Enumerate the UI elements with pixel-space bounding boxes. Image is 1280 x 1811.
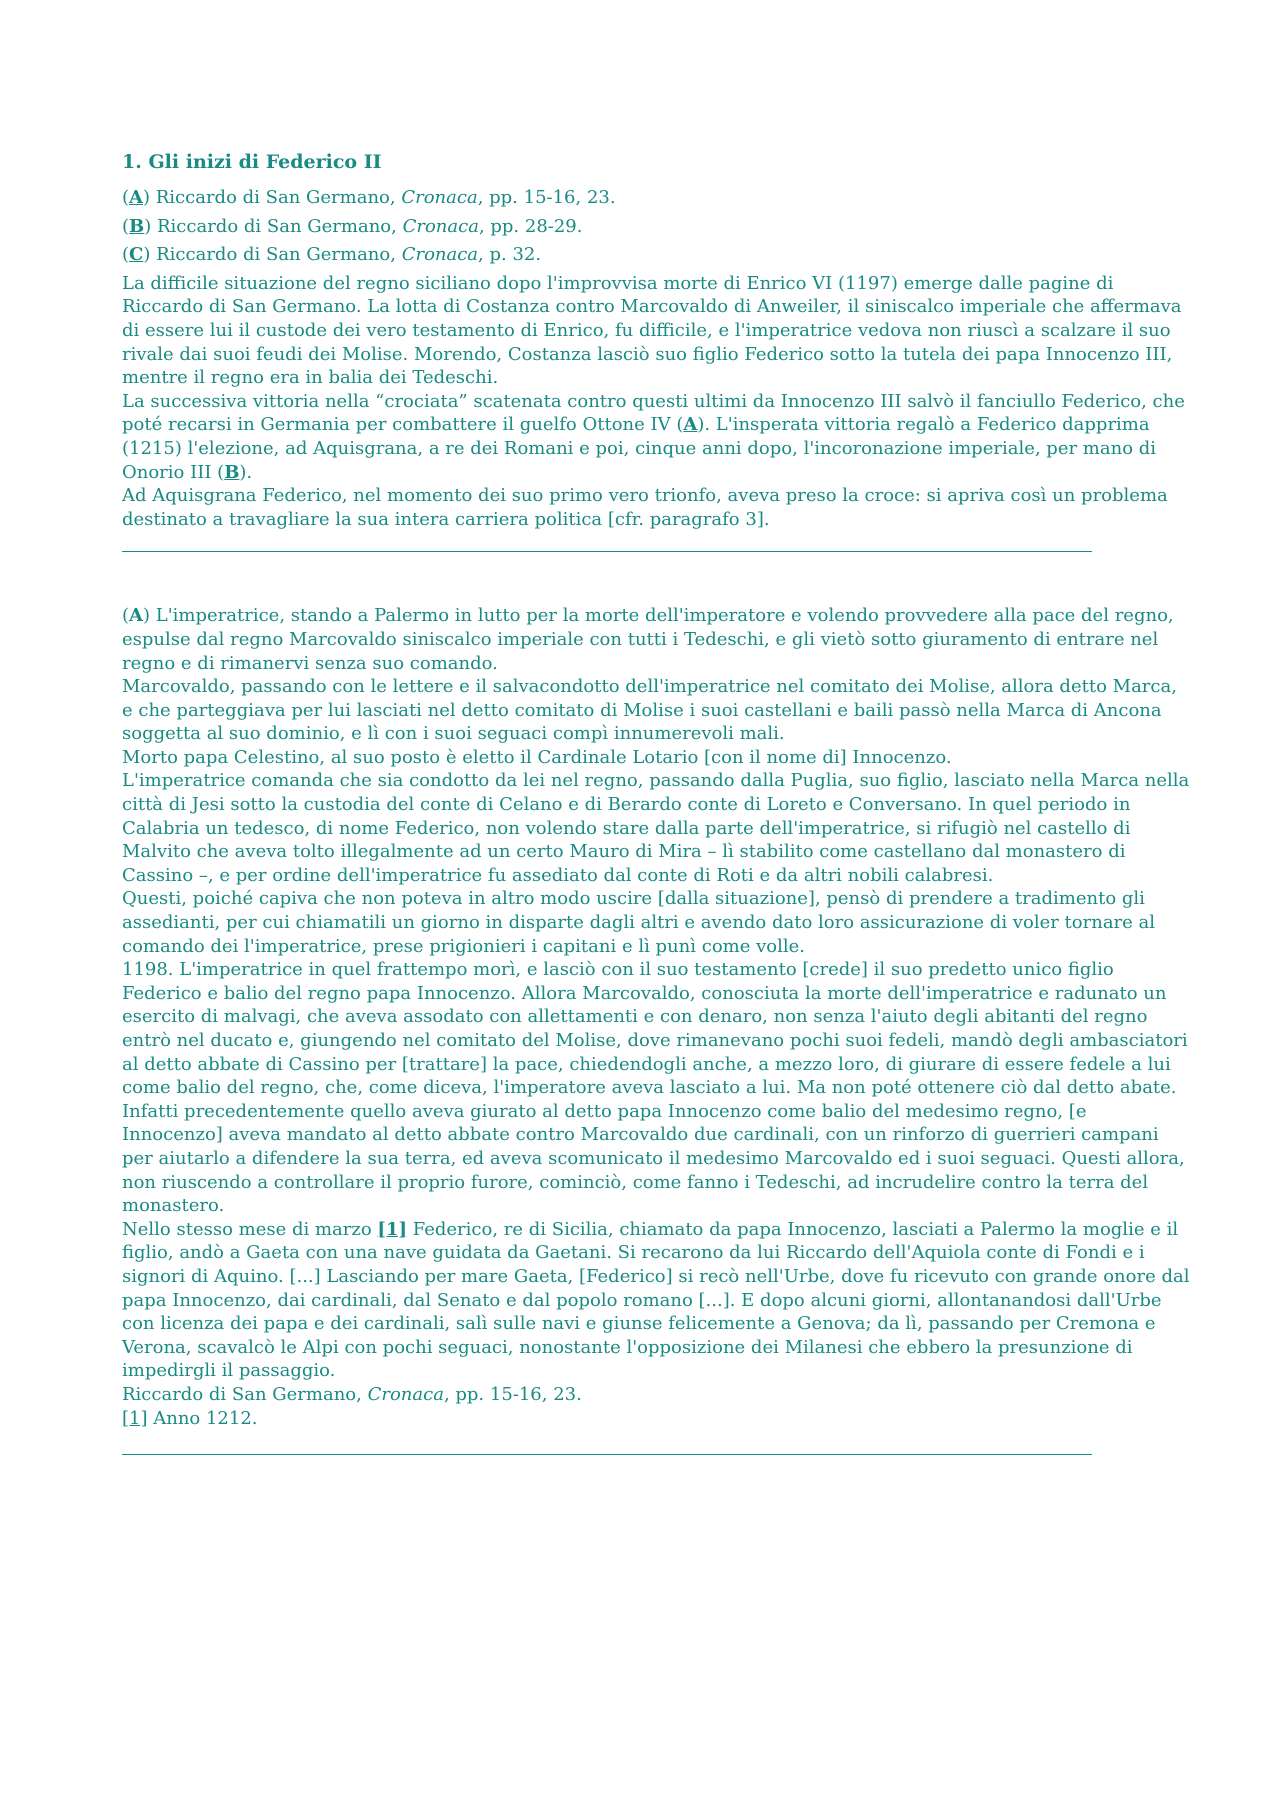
excerpt-paragraph-7: Nello stesso mese di marzo [1] Federico, re di Sicilia, chiamato da papa Innocenzo, lasciati a Palermo la moglie e il figlio, andò a Gaeta con una nave guidata da Gaetani. Si recarono da lui Riccardo dell'Aquiola conte di Fondi e i signori di Aquino. [...] Lasciando per mare Gaeta, [Federico] si recò nell'Urbe, dove fu ricevuto con grande onore dal papa Innocenzo, dai cardinali, dal Senato e dal popolo romano [...]. E dopo alcuni giorni, allontanandosi dall'Urbe con licenza dei papa e dei cardinali, salì sulle navi e giunse felicemente a Genova; da lì, passando per Cremona e Verona, scavalcò le Alpi con pochi seguaci, nonostante l'opposizione dei Milanesi che ebbero la presunzione di impedirgli il passaggio. — [122, 1218, 1190, 1382]
intro-paragraph-2: La successiva vittoria nella “crociata” scatenata contro questi ultimi da Innocenzo III salvò il fanciullo Federico, che poté recarsi in Germania per combattere il guelfo Ottone IV (A). L'insperata vittoria regalò a Federico dapprima (1215) l'elezione, ad Aquisgrana, a re dei Romani e poi, cinque anni dopo, l'incoronazione imperiale, per mano di Onorio III (B). — [122, 390, 1185, 483]
excerpt-paragraph-4: L'imperatrice comanda che sia condotto da lei nel regno, passando dalla Puglia, suo figlio, lasciato nella Marca nella città di Jesi sotto la custodia del conte di Celano e di Berardo conte di Loreto e Conversano. In quel periodo in Calabria un tedesco, di nome Federico, non volendo stare dalla parte dell'imperatrice, si rifugiò nel castello di Malvito che aveva tolto illegalmente ad un certo Mauro di Mira – lì stabilito come castellano dal monastero di Cassino –, e per ordine dell'imperatrice fu assediato dal conte di Roti e da altri nobili calabresi. — [122, 770, 1190, 886]
section-heading: 1. Gli inizi di Federico II — [122, 151, 382, 173]
intro-paragraph-3: Ad Aquisgrana Federico, nel momento dei suo primo vero trionfo, aveva preso la croce: si apriva così un problema destinato a travagliare la sua intera carriera politica [cfr. paragrafo 3]. — [122, 485, 1168, 530]
source-line-b: (B) Riccardo di San Germano, Cronaca, pp. 28-29. — [122, 215, 583, 237]
source-link-c[interactable]: C — [129, 244, 144, 266]
intro-link-a[interactable]: A — [683, 414, 698, 436]
excerpt-paragraph-5: Questi, poiché capiva che non poteva in altro modo uscire [dalla situazione], pensò di prendere a tradimento gli assedianti, per cui chiamatili un giorno in disparte dagli altri e avendo dato loro assicurazione di voler tornare al comando dei l'imperatrice, prese prigionieri i capitani e lì punì come volle. — [122, 888, 1156, 957]
excerpt-label-a: A — [129, 605, 143, 627]
excerpt-paragraph-6: 1198. L'imperatrice in quel frattempo morì, e lasciò con il suo testamento [crede] il suo predetto unico figlio Federico e balio del regno papa Innocenzo. Allora Marcovaldo, conosciuta la morte dell'imperatrice e radunato un esercito di malvagi, che aveva assodato con allettamenti e con denaro, non senza l'aiuto degli abitanti del regno entrò nel ducato e, giungendo nel comitato del Molise, dove rimanevano pochi suoi fedeli, mandò degli ambasciatori al detto abbate di Cassino per [trattare] la pace, chiedendogli anche, a mezzo loro, di giurare di essere fedele a lui come balio del regno, che, come diceva, l'imperatore aveva lasciato a lui. Ma non poté ottenere ciò dal detto abate. Infatti precedentemente quello aveva giurato al detto papa Innocenzo come balio del medesimo regno, [e Innocenzo] aveva mandato al detto abbate contro Marcovaldo due cardinali, con un rinforzo di guerrieri campani per aiutarlo a difendere la sua terra, ed aveva scomunicato il medesimo Marcovaldo ed i suoi seguaci. Questi allora, non riuscendo a controllare il proprio furore, cominciò, come fanno i Tedeschi, ad incrudelire contro la terra del monastero. — [122, 959, 1188, 1217]
divider-bottom — [122, 1454, 1092, 1455]
document-content — [122, 150, 1192, 1455]
footnote-link-1[interactable]: [1] — [377, 1218, 407, 1240]
intro-paragraph-1: La difficile situazione del regno siciliano dopo l'improvvisa morte di Enrico VI (1197) emerge dalle pagine di Riccardo di San Germano. La lotta di Costanza contro Marcovaldo di Anweiler, il siniscalco imperiale che affermava di essere lui il custode dei vero testamento di Enrico, fu difficile, e l'imperatrice vedova non riuscì a scalzare il suo rivale dai suoi feudi dei Molise. Morendo, Costanza lasciò suo figlio Federico sotto la tutela dei papa Innocenzo III, mentre il regno era in balia dei Tedeschi. — [122, 272, 1182, 389]
excerpt-paragraph-3: Morto papa Celestino, al suo posto è eletto il Cardinale Lotario [con il nome di] Innocenzo. — [122, 746, 952, 768]
excerpt-paragraph-2: Marcovaldo, passando con le lettere e il salvacondotto dell'imperatrice nel comitato dei Molise, allora detto Marca, e che parteggiava per lui lasciati nel detto comitato di Molise i suoi castellani e baili passò nella Marca di Ancona soggetta al suo dominio, e lì con i suoi seguaci compì innumerevoli mali. — [122, 676, 1177, 745]
footnote-1: [1] Anno 1212. — [122, 1407, 258, 1429]
source-line-c: (C) Riccardo di San Germano, Cronaca, p. 32. — [122, 244, 542, 266]
footnote-back-link-1[interactable]: [1] — [122, 1407, 148, 1429]
excerpt-citation: Riccardo di San Germano, Cronaca, pp. 15-16, 23. — [122, 1383, 582, 1405]
intro-link-b[interactable]: B — [224, 461, 240, 483]
source-link-a[interactable]: A — [129, 187, 143, 208]
source-link-b[interactable]: B — [129, 215, 145, 237]
excerpt-paragraph-1: (A) L'imperatrice, stando a Palermo in lutto per la morte dell'imperatore e volendo provvedere alla pace del regno, espulse dal regno Marcovaldo siniscalco imperiale con tutti i Tedeschi, e gli vietò sotto giuramento di entrare nel regno e di rimanervi senza suo comando. — [122, 605, 1174, 674]
source-line-a: (A) Riccardo di San Germano, Cronaca, pp. 15-16, 23. — [122, 187, 616, 208]
